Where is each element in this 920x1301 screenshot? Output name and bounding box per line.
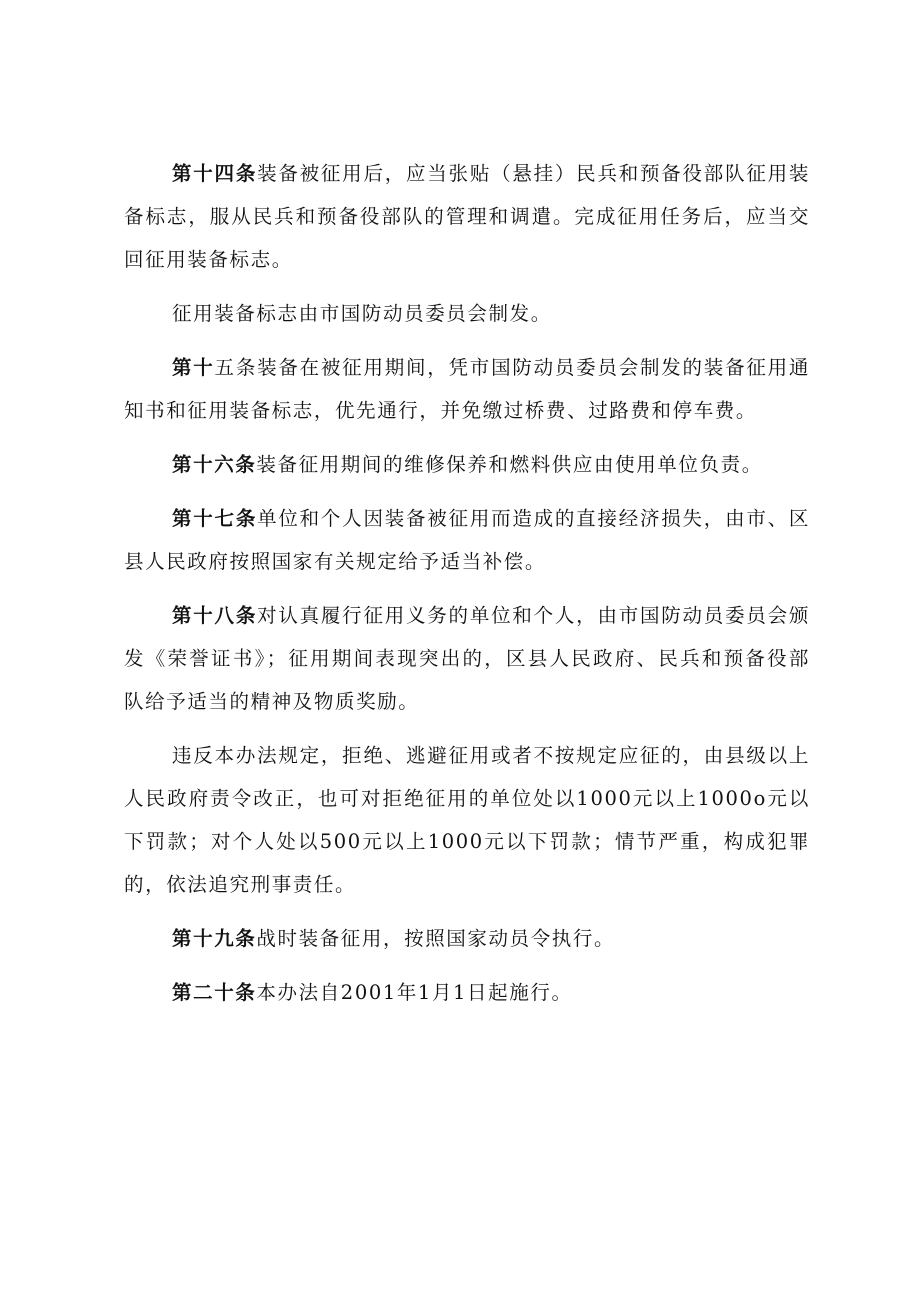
article-number: 第十六条 xyxy=(172,453,257,476)
paragraph-penalties xyxy=(124,734,810,906)
article-number: 第十八条 xyxy=(172,604,258,627)
article-text: 五条装备在被征用期间，凭市国防动员委员会制发的装备征用通知书和征用装备标志，优先通行，并免缴过桥费、过路费和停车费。 xyxy=(124,356,810,422)
article-text: 对认真履行征用义务的单位和个人，由市国防动员委员会颁发《荣誉证书》；征用期间表现突出的，区县人民政府、民兵和预备役部队给予适当的精神及物质奖励。 xyxy=(124,604,810,713)
article-text: 装备征用期间的维修保养和燃料供应由使用单位负责。 xyxy=(256,453,763,476)
paragraph-article-16 xyxy=(124,443,810,486)
paragraph-article-17 xyxy=(124,497,810,583)
paragraph-article-15 xyxy=(124,346,810,432)
article-text: 战时装备征用，按照国家动员令执行。 xyxy=(256,927,616,950)
paragraph-sign-issuance xyxy=(124,292,810,335)
paragraph-article-19 xyxy=(124,917,810,960)
paragraph-article-14 xyxy=(124,152,810,281)
article-number: 第二十条 xyxy=(172,981,257,1004)
paragraph-text: 征用装备标志由市国防动员委员会制发。 xyxy=(172,302,552,325)
article-text: 单位和个人因装备被征用而造成的直接经济损失，由市、区县人民政府按照国家有关规定给予适当补偿。 xyxy=(124,507,810,573)
article-text: 本办法自2001年1月1日起施行。 xyxy=(256,981,573,1004)
paragraph-article-20 xyxy=(124,971,810,1014)
article-number: 第十 xyxy=(172,356,215,379)
paragraph-text: 违反本办法规定，拒绝、逃避征用或者不按规定应征的，由县级以上人民政府责令改正，也可对拒绝征用的单位处以1000元以上1000o元以下罚款；对个人处以500元以上1000元以下罚款；情节严重，构成犯罪的，依法追究刑事责任。 xyxy=(124,744,810,896)
article-number: 第十九条 xyxy=(172,927,257,950)
document-body xyxy=(124,152,810,1025)
article-text: 装备被征用后，应当张贴（悬挂）民兵和预备役部队征用装备标志，服从民兵和预备役部队的管理和调遣。完成征用任务后，应当交回征用装备标志。 xyxy=(124,162,810,271)
paragraph-article-18 xyxy=(124,594,810,723)
article-number: 第十七条 xyxy=(172,507,258,530)
article-number: 第十四条 xyxy=(172,162,258,185)
